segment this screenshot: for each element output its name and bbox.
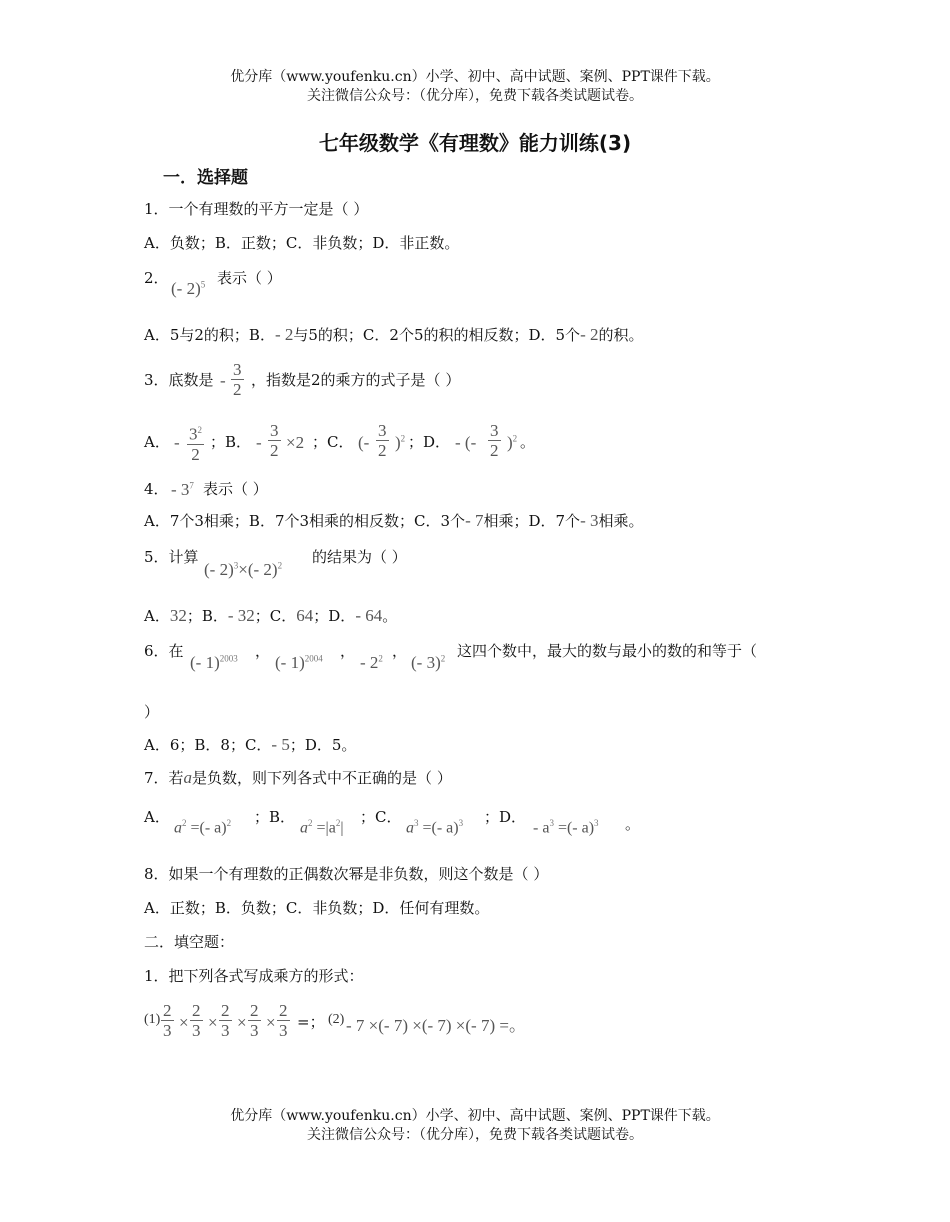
q3-c-open: (- [358,433,370,452]
q7-option-d-expr: - $a^3$ =(- a)$^3$ [533,818,599,837]
section-heading-choice: 一．选择题 [163,168,248,188]
question-2-number: 2． [144,269,169,287]
q7-option-c-expr: $a^3$ =(- a)$^3$ [406,818,464,837]
q6-comma-2: ， [340,642,356,660]
question-4-number: 4． [144,480,169,498]
q7-label-b: ；B． [254,808,296,826]
q3-c-close: )$^2$ [395,433,406,452]
fill-fraction-1: $\frac{2}{3}$ [163,1001,172,1040]
q6-comma-3: ， [392,642,408,660]
q6-close: ） [144,703,160,721]
footer-line-1: 优分库（www.youfenku.cn）小学、初中、高中试题、案例、PPT课件下载。 [230,1108,720,1124]
fill-times-2: × [208,1013,218,1032]
question-5-options: A．32；B．- 32；C．64；D．- 64。 [144,606,398,625]
question-6-options: A．6；B．8；C．- 5；D．5。 [144,735,357,754]
fill-fraction-3: $\frac{2}{3}$ [221,1001,230,1040]
question-2-expression: (- 2)$^5$ [171,279,206,298]
fill-times-3: × [237,1013,247,1032]
question-6-prefix: 6．在 [144,642,184,660]
q7-label-d: ；D． [484,808,527,826]
q7-label-c: ；C． [360,808,402,826]
question-4-suffix: 表示（ ） [203,480,268,498]
question-2-suffix: 表示（ ） [217,269,282,287]
q3-c-fraction: $\frac{3}{2}$ [378,421,387,460]
fill-part-1-equals: =； [297,1013,325,1031]
q3-b-fraction: $\frac{3}{2}$ [270,421,279,460]
question-8-options: A．正数；B．负数；C．非负数；D．任何有理数。 [144,899,490,917]
q7-option-a-expr: $a^2$ =(- a)$^2$ [174,818,232,837]
q3-d-open: - (- [455,433,477,452]
q3-end: 。 [520,433,536,451]
question-3-suffix: ，指数是2的乘方的式子是（ ） [251,371,461,389]
q3-label-a: A． [144,433,170,451]
fill-part-2-label: (2) [328,1012,345,1027]
q6-comma-1: ， [255,642,271,660]
question-3-prefix: 3．底数是 [144,371,214,389]
fill-fraction-4: $\frac{2}{3}$ [250,1001,259,1040]
question-5-expression: (- 2)$^3$×(- 2)$^2$ [204,560,283,579]
question-2-options: A．5与2的积；B．- 2与5的积；C．2个5的积的相反数；D．5个- 2的积。 [144,325,644,344]
question-5-suffix: 的结果为（ ） [312,548,407,566]
question-8: 8．如果一个有理数的正偶数次幂是非负数，则这个数是（ ） [144,865,549,883]
fill-question-1: 1．把下列各式写成乘方的形式： [144,967,364,985]
fill-part-2-expression: - 7 ×(- 7) ×(- 7) ×(- 7) =。 [346,1016,526,1035]
q7-label-a: A． [144,808,170,826]
q7-option-b-expr: $a^2 =|a^2|$ [300,818,344,837]
fill-fraction-2: $\frac{2}{3}$ [192,1001,201,1040]
header-line-2: 关注微信公众号：（优分库），免费下载各类试题试卷。 [307,88,643,104]
q3-a-fraction: $\frac{3^2}{2}$ [187,421,204,464]
q6-term-1: (- 1)$^{2003}$ [190,653,238,672]
q3-d-fraction: $\frac{3}{2}$ [490,421,499,460]
q3-label-c: ；C． [312,433,354,451]
question-1-options: A．负数；B．正数；C．非负数；D．非正数。 [144,234,460,252]
fill-fraction-5: $\frac{2}{3}$ [279,1001,288,1040]
q7-end: 。 [625,815,641,833]
q6-suffix: 这四个数中，最大的数与最小的数的和等于（ [457,642,758,660]
footer-line-2: 关注微信公众号：（优分库），免费下载各类试题试卷。 [307,1127,643,1143]
q6-term-3: - $2^2$ [360,653,383,672]
header-line-1: 优分库（www.youfenku.cn）小学、初中、高中试题、案例、PPT课件下载。 [230,69,720,85]
q6-term-2: (- 1)$^{2004}$ [275,653,323,672]
q3-b-neg: - [256,433,262,452]
section-heading-fill: 二．填空题： [144,933,235,951]
fill-times-1: × [179,1013,189,1032]
fill-times-4: × [266,1013,276,1032]
question-4-options: A．7个3相乘；B．7个3相乘的相反数；C．3个- 7相乘；D．7个- 3相乘。 [144,511,644,530]
q6-term-4: (- 3)$^2$ [411,653,446,672]
q3-d-close: )$^2$ [507,433,518,452]
q3-a-neg: - [174,433,180,452]
q3-label-d: ；D． [408,433,451,451]
fill-part-1-label: (1) [144,1012,161,1027]
question-3-neg: - [220,371,226,390]
question-5-prefix: 5．计算 [144,548,199,566]
q3-b-tail: ×2 [286,433,305,452]
question-3-fraction: $\frac{3}{2}$ [233,360,242,399]
question-7: 7．若a是负数，则下列各式中不正确的是（ ） [144,768,452,787]
question-1: 1．一个有理数的平方一定是（ ） [144,200,369,218]
page-title: 七年级数学《有理数》能力训练(3) [318,131,632,155]
q3-label-b: ；B． [210,433,252,451]
question-4-expression: - $3^7$ [171,480,194,499]
